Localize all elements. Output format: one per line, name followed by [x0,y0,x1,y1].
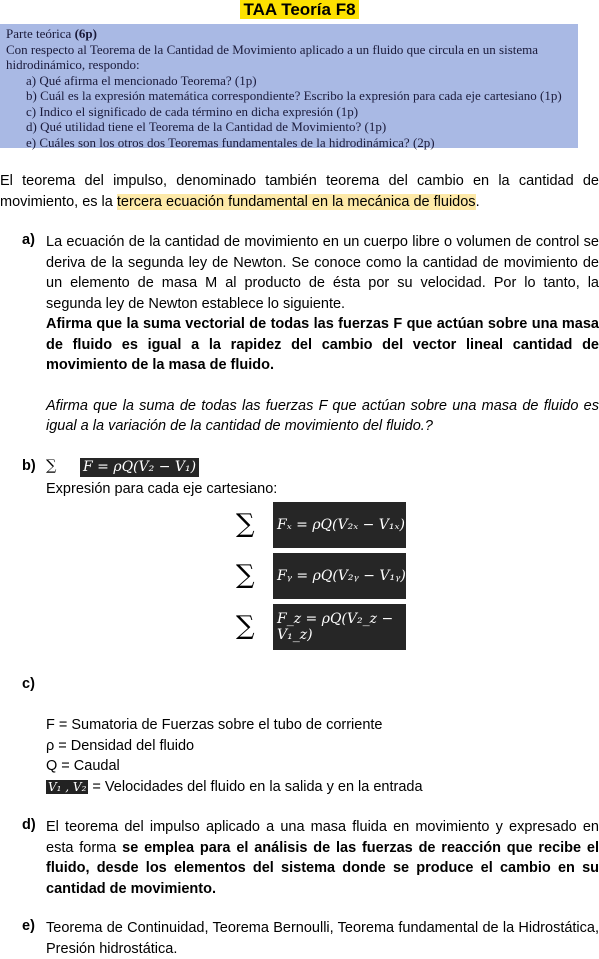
question-box [0,24,578,148]
definitions-list [46,715,423,797]
main-equation: F = ρQ(V₂ − V₁) [80,458,199,477]
def-force: F = Sumatoria de Fuerzas sobre el tubo de corriente [46,717,383,733]
velocity-symbols: V₁ , V₂ [48,779,87,794]
def-density: ρ = Densidad del fluido [46,737,195,754]
sum-symbol-x: ∑ [236,509,255,539]
question-intro-2: hidrodinámico, respondo: [6,57,140,72]
label-c: c) [22,676,35,692]
header-points: (6p) [74,26,97,41]
equation-z: F_z = ρQ(V₂_z − V₁_z) [273,604,406,650]
intro-text: El teorema del impulso, denominado también teorema del cambio en la cantidad de movimiento, es la [0,173,599,210]
answer-a-italic: Afirma que la suma de todas las fuerzas F que actúan sobre una masa de fluido es igual a la variación de la cantidad de movimiento del fluido.? [46,397,599,434]
question-intro-1: Con respecto al Teorema de la Cantidad de Movimiento aplicado a un fluido que circula en un sistema [6,41,539,57]
def-velocity [46,777,423,798]
question-item-a: a) Qué afirma el mencionado Teorema? (1p) [26,72,257,88]
question-header [6,26,578,42]
label-d: d) [22,817,36,833]
question-item-d: d) Qué utilidad tiene el Teorema de la Cantidad de Movimiento? (1p) [26,119,387,134]
sum-symbol-y: ∑ [236,560,255,590]
cartesian-label: Expresión para cada eje cartesiano: [46,481,278,497]
answer-d-text: El teorema del impulso aplicado a una masa fluida en movimiento y expresado en esta forma [46,819,599,856]
intro-paragraph [0,171,599,212]
answer-d-bold: se emplea para el análisis de las fuerzas de reacción que recibe el fluido, desde los elementos del sistema donde se produce el cambio en su cantidad de movimiento. [46,839,599,897]
label-b: b) [22,458,36,474]
title-text: TAA Teoría F8 [240,0,358,19]
question-item-c: c) Indico el significado de cada término en dicha expresión (1p) [26,103,359,119]
answer-e: Teorema de Continuidad, Teorema Bernoulli, Teorema fundamental de la Hidrostática, Presión hidrostática. [46,920,599,957]
question-item-b: b) Cuál es la expresión matemática correspondiente? Escribo la expresión para cada eje cartesiano (1p) [26,88,562,103]
answer-a [46,232,599,437]
header-prefix: Parte teórica [6,26,75,41]
question-item-e: e) Cuáles son los otros dos Teoremas fundamentales de la hidrodinámica? (2p) [26,134,435,150]
equation-x: Fₓ = ρQ(V₂ₓ − V₁ₓ) [273,502,406,548]
intro-highlight: tercera ecuación fundamental en la mecánica de fluidos [116,193,476,210]
sum-symbol-z: ∑ [236,611,255,641]
label-a: a) [22,232,35,248]
equation-y: Fᵧ = ρQ(V₂ᵧ − V₁ᵧ) [273,553,406,599]
intro-end: . [475,193,480,210]
sum-symbol-inline: ∑ [46,458,57,474]
answer-a-text: La ecuación de la cantidad de movimiento en un cuerpo libre o volumen de control se deriva de la segunda ley de Newton. Se conoce como la cantidad de movimiento de un elemento de masa M al producto de ésta por su velocidad. Por lo tanto, la segunda ley de Newton establece lo siguiente. [46,234,599,312]
velocity-def-text: = Velocidades del fluido en la salida y en la entrada [88,778,423,795]
answer-a-bold: Afirma que la suma vectorial de todas las fuerzas F que actúan sobre una masa de fluido es igual a la rapidez del cambio del vector lineal cantidad de movimiento de la masa de fluido. [46,316,599,373]
label-e: e) [22,918,35,934]
def-flow: Q = Caudal [46,758,120,774]
document-title [0,0,599,20]
answer-d [46,817,599,899]
